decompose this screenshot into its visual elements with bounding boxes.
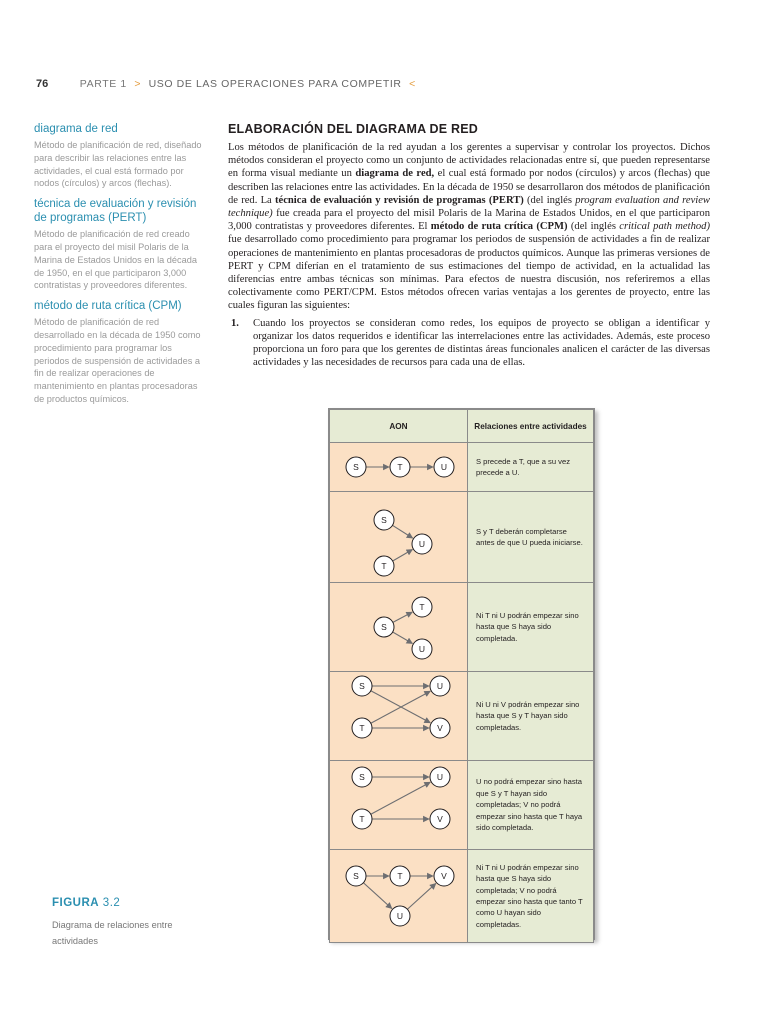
node-label: V <box>441 871 447 881</box>
advantages-list <box>228 317 710 370</box>
term-bold: técnica de evaluación y revisión de programas (PERT) <box>274 194 524 206</box>
activity-arrow <box>393 612 412 622</box>
activity-arrow <box>407 883 435 909</box>
node-label: T <box>359 814 365 824</box>
relation-text: Ni T ni U podrán empezar sino hasta que S haya sido completada. <box>468 583 594 672</box>
node-label: S <box>359 681 365 691</box>
glossary-definition: Método de planificación de red desarrollado en la década de 1950 como procedimiento para programar los periodos de suspensión de actividades a fin de realizar operaciones de mantenimiento en plantas procesadoras de productos químicos. <box>34 317 201 404</box>
relation-text: S y T deberán completarse antes de que U pueda iniciarse. <box>468 492 594 583</box>
network-diagram-4 <box>330 672 467 760</box>
glossary-definition: Método de planificación de red, diseñado para describir las relaciones entre las actividades, el cual está formado por nodos (círculos) y arcos (flechas). <box>34 140 202 189</box>
body-paragraph: Los métodos de planificación de la red ayudan a los gerentes a supervisar y controlar los proyectos. Dichos métodos consideran el proyecto como un conjunto de actividades relacionadas entre sí, que pueden representarse en forma visual mediante un diagrama de red, el cual está formado por nodos (círculos) y arcos (flechas) que describen las relaciones entre las actividades. En la década de 1950 se desarrollaron dos métodos de planificación de red. La técnica de evaluación y revisión de programas (PERT) (del inglés program evaluation and review technique) fue creada para el proyecto del misil Polaris de la Marina de Estados Unidos, en el que participaron 3,000 contratistas y proveedores diferentes. El método de ruta crítica (CPM) (del inglés critical path method) fue desarrollado como procedimiento para programar los periodos de suspensión de actividades a fin de realizar operaciones de mantenimiento en plantas procesadoras de productos químicos. Aunque las primeras versiones de PERT y CPM diferían en el tratamiento de sus estimaciones del tiempo de actividad, en la actualidad las diferencias entre ambas técnicas son mínimas. Para efectos de nuestra discusión, nos referiremos a ellas colectivamente como PERT/CPM. Estos métodos ofrecen varias ventajas a los gerentes de proyecto, entre las cuales figuran las siguientes: <box>228 142 710 312</box>
network-diagram-3 <box>330 583 467 671</box>
node-label: S <box>359 772 365 782</box>
running-header <box>36 78 420 90</box>
figure-caption <box>52 897 192 949</box>
chapter-title: USO DE LAS OPERACIONES PARA COMPETIR <box>148 78 402 90</box>
node-label: U <box>418 644 426 654</box>
node-label: U <box>440 462 448 472</box>
node-label: U <box>436 681 444 691</box>
column-header-aon: AON <box>330 410 468 443</box>
node-label: U <box>418 539 426 549</box>
term-bold: diagrama de red, <box>355 168 435 180</box>
node-label: T <box>397 462 403 472</box>
network-diagram-2 <box>330 492 467 582</box>
part-label: PARTE 1 <box>79 78 127 90</box>
aon-diagram <box>330 492 468 583</box>
node-label: V <box>437 723 443 733</box>
term-bold: método de ruta crítica (CPM) <box>430 221 568 233</box>
node-label: U <box>436 772 444 782</box>
glossary-term: método de ruta crítica (CPM) <box>34 300 182 313</box>
relation-text: S precede a T, que a su vez precede a U. <box>468 443 594 492</box>
aon-diagram <box>330 583 468 672</box>
activity-arrow <box>363 883 391 909</box>
main-column <box>228 122 710 369</box>
network-diagram-1 <box>330 443 467 491</box>
node-label: S <box>381 622 387 632</box>
margin-glossary <box>34 122 206 413</box>
node-label: T <box>419 602 425 612</box>
figure-label: FIGURA 3.2 <box>52 897 121 909</box>
glossary-entry <box>34 197 206 292</box>
network-diagram-6 <box>330 850 467 942</box>
node-label: S <box>353 871 359 881</box>
list-number: 1. <box>231 317 239 329</box>
node-label: T <box>359 723 365 733</box>
glossary-entry <box>34 122 206 190</box>
network-diagram-5 <box>330 761 467 849</box>
node-label: T <box>397 871 403 881</box>
relation-text: U no podrá empezar sino hasta que S y T hayan sido completadas; V no podrá empezar sino hasta que T haya sido completada. <box>468 761 594 850</box>
list-text: Cuando los proyectos se consideran como redes, los equipos de proyecto se obligan a identificar y organizar los datos requeridos e identificar las interrelaciones entre las actividades. Además, este proceso proporciona un foro para que los gerentes de distintas áreas funcionales analicen el carácter de las diversas actividades y las necesidades de recursos para cada una de ellas. <box>253 317 710 369</box>
list-item <box>228 317 710 370</box>
aon-diagram <box>330 761 468 850</box>
column-header-relations: Relaciones entre actividades <box>468 410 594 443</box>
activity-arrow <box>393 550 413 561</box>
glossary-entry <box>34 299 206 406</box>
activity-arrow <box>392 525 412 538</box>
glossary-definition: Método de planificación de red creado para el proyecto del misil Polaris de la Marina de Estados Unidos en la década de 1950, en el que participaron 3,000 contratistas y proveedores diferentes. <box>34 229 197 291</box>
aon-table <box>329 409 594 943</box>
activity-arrow <box>371 782 431 814</box>
aon-diagram <box>330 672 468 761</box>
caption-text: Diagrama de relaciones entre actividades <box>52 920 173 946</box>
node-label: T <box>381 561 387 571</box>
aon-diagram <box>330 443 468 492</box>
page-number: 76 <box>36 78 49 90</box>
figure-aon-relations <box>328 408 595 940</box>
node-label: S <box>353 462 359 472</box>
node-label: S <box>381 515 387 525</box>
activity-arrow <box>393 632 413 643</box>
node-label: V <box>437 814 443 824</box>
chevron-right-icon: > <box>134 78 142 90</box>
section-heading: ELABORACIÓN DEL DIAGRAMA DE RED <box>228 122 478 136</box>
glossary-term: técnica de evaluación y revisión de programas (PERT) <box>34 198 197 225</box>
aon-diagram <box>330 850 468 943</box>
relation-text: Ni U ni V podrán empezar sino hasta que S y T hayan sido completadas. <box>468 672 594 761</box>
node-label: U <box>396 911 404 921</box>
relation-text: Ni T ni U podrán empezar sino hasta que S haya sido completada; V no podrá empezar sino hasta que tanto T como U hayan sido completadas. <box>468 850 594 943</box>
figure-number: 3.2 <box>102 897 121 909</box>
glossary-term: diagrama de red <box>34 123 118 135</box>
chevron-left-icon: < <box>409 78 416 90</box>
